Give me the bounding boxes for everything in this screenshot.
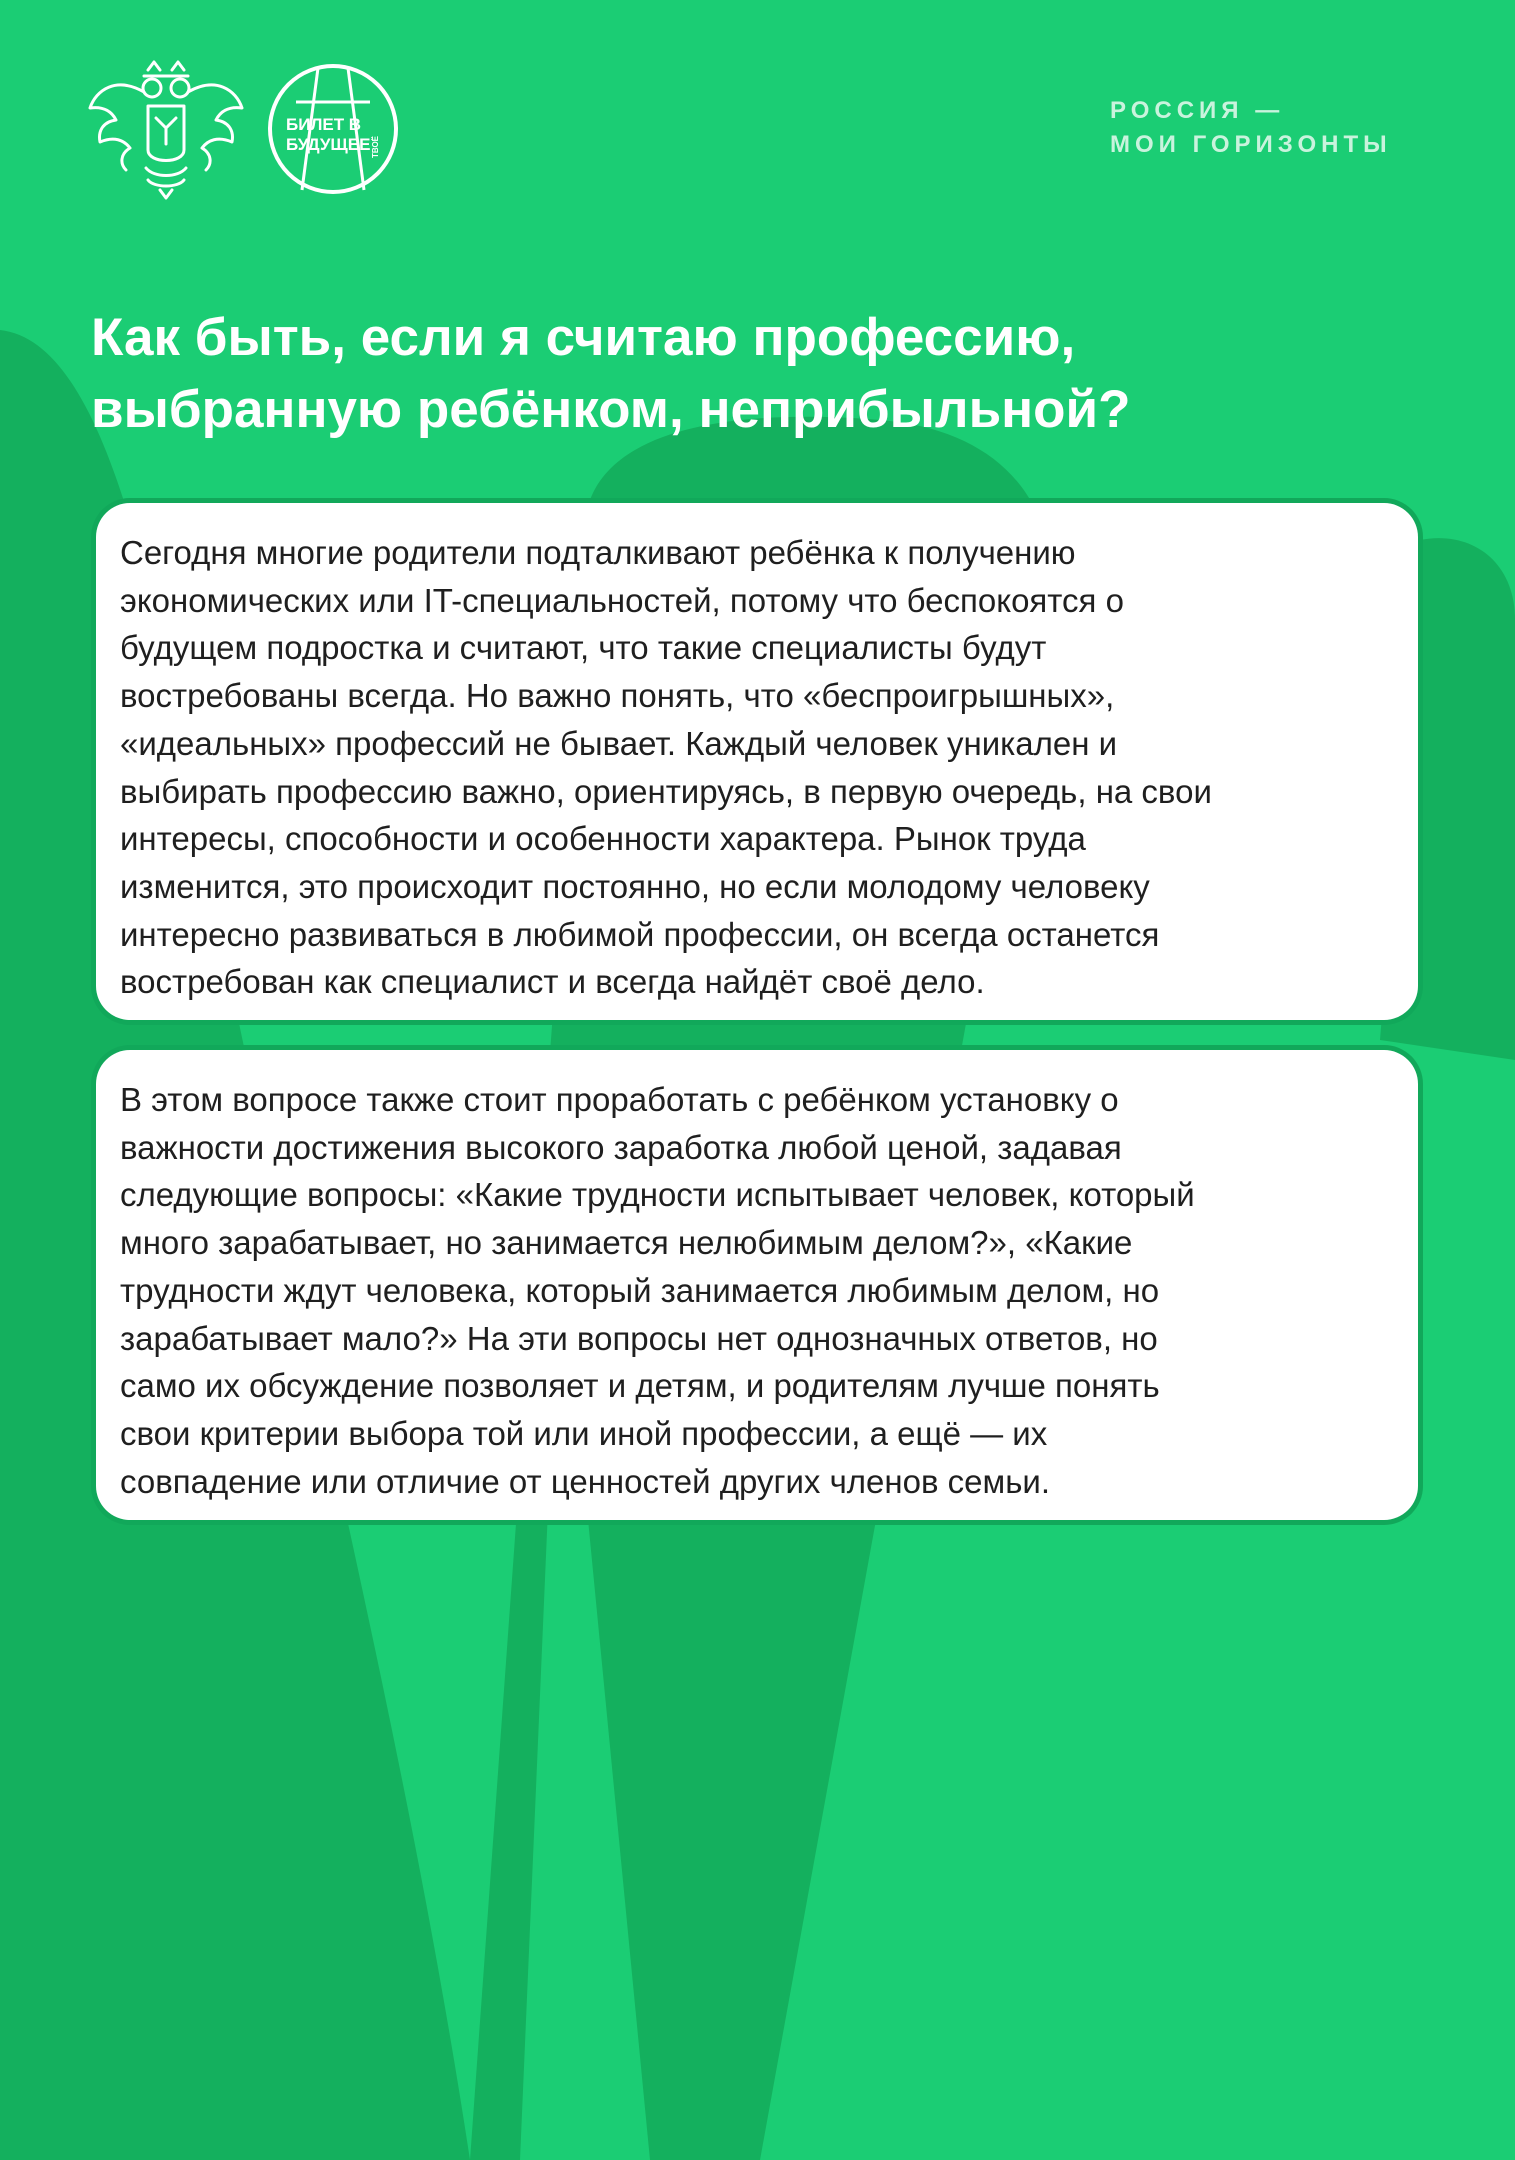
coat-of-arms-icon — [86, 56, 246, 201]
card-line: много зарабатывает, но занимается нелюбимым делом?», «Какие — [120, 1224, 1133, 1262]
info-card-1 — [96, 503, 1418, 1020]
card-line: трудности ждут человека, который занимается любимым делом, но — [120, 1271, 1160, 1309]
card-line: «идеальных» профессий не бывает. Каждый человек уникален и — [120, 724, 1118, 762]
card-line: Сегодня многие родители подталкивают ребёнка к получению — [120, 534, 1076, 571]
card-line: будущем подростка и считают, что такие специалисты будут — [120, 629, 1047, 667]
card-line: свои критерии выбора той или иной профессии, а ещё — их — [120, 1414, 1048, 1452]
card-line: востребованы всегда. Но важно понять, что «беспроигрышных», — [120, 677, 1115, 715]
card-line: интересы, способности и особенности характера. Рынок труда — [120, 820, 1086, 858]
info-card-2 — [96, 1050, 1418, 1520]
card-line: востребован как специалист и всегда найдёт своё дело. — [120, 963, 985, 1001]
card-line: само их обсуждение позволяет и детям, и родителям лучше понять — [120, 1367, 1160, 1405]
card-line: В этом вопросе также стоит проработать с ребёнком установку о — [120, 1081, 1119, 1118]
card-line: совпадение или отличие от ценностей других членов семьи. — [120, 1462, 1050, 1500]
card-line: зарабатывает мало?» На эти вопросы нет однозначных ответов, но — [120, 1319, 1158, 1357]
brand-line-1: РОССИЯ — — [1110, 97, 1285, 124]
card-line: важности достижения высокого заработка любой ценой, задавая — [120, 1128, 1122, 1166]
card-line: изменится, это происходит постоянно, но если молодому человеку — [120, 867, 1150, 905]
card-line: следующие вопросы: «Какие трудности испытывает человек, который — [120, 1176, 1195, 1214]
title-line-2: выбранную ребёнком, неприбыльной? — [91, 380, 1131, 439]
brand-line-2: МОИ ГОРИЗОНТЫ — [1110, 131, 1392, 158]
ticket-logo-suffix: ТВОЁ — [371, 135, 380, 158]
bilet-v-budushchee-logo — [266, 62, 400, 196]
card-line: интересно развиваться в любимой профессии, он всегда останется — [120, 915, 1160, 953]
title-line-1: Как быть, если я считаю профессию, — [91, 308, 1076, 367]
card-line: экономических или IT-специальностей, потому что беспокоятся о — [120, 581, 1124, 619]
ticket-logo-line1: БИЛЕТ В — [286, 115, 362, 134]
brand-title — [1110, 94, 1392, 162]
page-title — [91, 302, 1391, 446]
ticket-logo-line2: БУДУЩЕЕ — [286, 135, 371, 154]
card-line: выбирать профессию важно, ориентируясь, в первую очередь, на свои — [120, 772, 1212, 810]
